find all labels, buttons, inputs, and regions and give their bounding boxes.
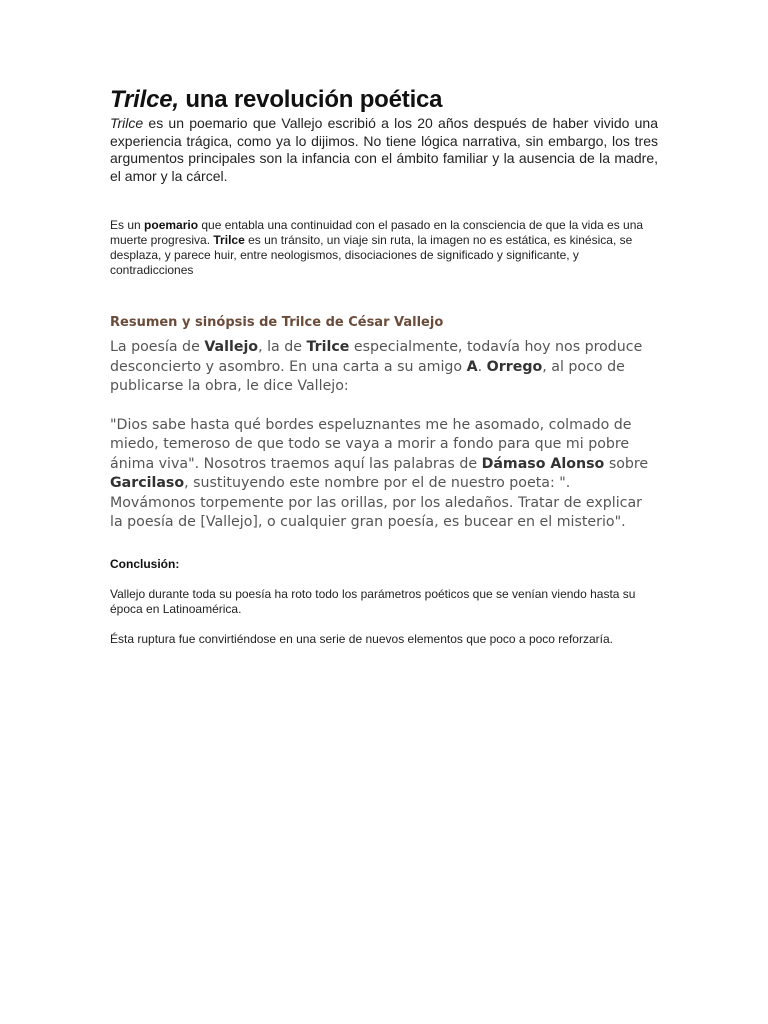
intro-text: es un poemario que Vallejo escribió a los 20 años después de haber vivido una experiencia trágica, como ya lo dijimos. No tiene lógica narrativa, sin embargo, los tres argumentos principales son la infancia con el ámbito familiar y la ausencia de la madre, el amor y la cárcel.	[110, 115, 658, 184]
p4-text-1: "Dios sabe hasta qué bordes espeluznantes me he asomado, colmado de miedo, temeroso de que todo se vaya a morir a fondo para que mi pobre ánima viva". Nosotros traemos aquí las palabras de	[110, 416, 632, 472]
p3-bold-vallejo: Vallejo	[204, 339, 259, 355]
title-italic: Trilce,	[110, 86, 179, 113]
p3-bold-orrego: Orrego	[486, 358, 543, 375]
conclusion-paragraph-1: Vallejo durante toda su poesía ha roto todo los parámetros poéticos que se venían viendo hasta su época en Latinoamérica.	[110, 586, 636, 616]
p4-bold-garcilaso: Garcilaso	[110, 475, 185, 491]
p4-text-2: sobre	[604, 455, 649, 472]
quote-paragraph	[110, 416, 658, 533]
p3-text-4: .	[477, 358, 487, 375]
page-title	[110, 86, 658, 114]
p2-text-2: que entabla una continuidad con el pasado en la consciencia de que la vida es una muerte progresiva.	[110, 218, 644, 247]
p3-text-3: especialmente, todavía hoy nos produce desconcierto y asombro. En una carta a su amigo	[110, 339, 643, 375]
document-page	[110, 86, 658, 647]
summary-paragraph	[110, 338, 658, 397]
p3-bold-a: A	[466, 358, 478, 375]
p2-bold-trilce: Trilce	[213, 233, 245, 247]
p3-text-1: La poesía de	[110, 339, 205, 355]
poemario-paragraph	[110, 218, 658, 278]
p2-text-1: Es un	[110, 218, 145, 232]
p2-bold-poemario: poemario	[144, 218, 199, 232]
p4-bold-damaso: Dámaso Alonso	[481, 455, 605, 472]
intro-paragraph	[110, 115, 658, 185]
p2-text-3: es un tránsito, un viaje sin ruta, la imagen no es estática, es kinésica, se desplaza, y parece huir, entre neologismos, disociaciones de significado y significante, y contradicciones	[110, 233, 633, 277]
conclusion-paragraph-2: Ésta ruptura fue convirtiéndose en una serie de nuevos elementos que poco a poco reforzaría.	[110, 631, 613, 646]
p3-text-5: , al poco de publicarse la obra, le dice Vallejo:	[110, 358, 625, 394]
intro-italic-lead: Trilce	[110, 115, 144, 131]
title-rest: una revolución poética	[178, 86, 443, 113]
p3-bold-trilce: Trilce	[306, 339, 350, 355]
p3-text-2: , la de	[258, 339, 307, 355]
p4-text-3: , sustituyendo este nombre por el de nuestro poeta: ". Movámonos torpemente por las orillas, por los aledaños. Tratar de explicar la poesía de [Vallejo], o cualquier gran poesía, es bucear en el misterio".	[110, 475, 642, 530]
conclusion-heading: Conclusión:	[110, 556, 180, 571]
section-subheading: Resumen y sinópsis de Trilce de César Vallejo	[110, 315, 444, 330]
